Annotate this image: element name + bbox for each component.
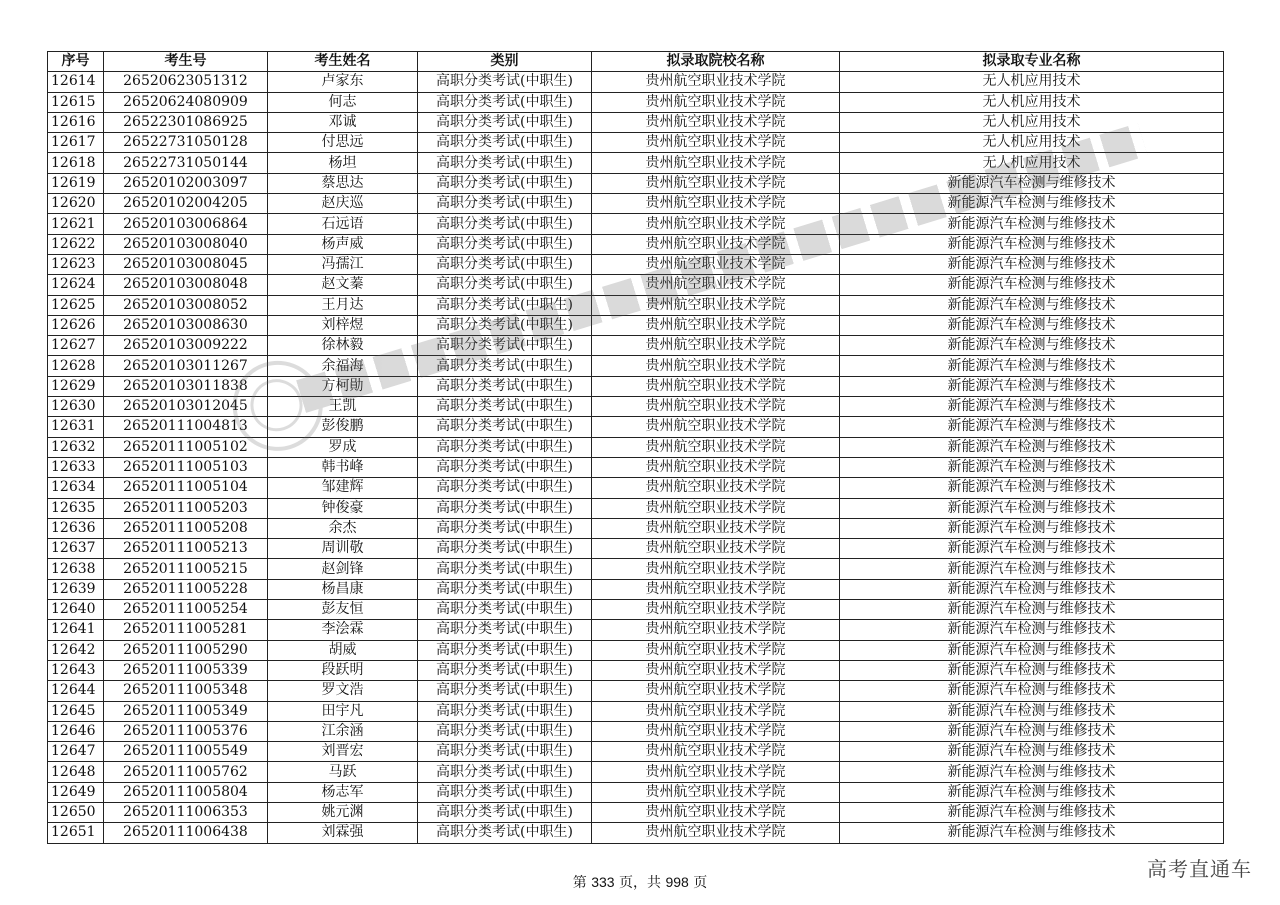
cell-seq: 12642 — [48, 640, 104, 660]
cell-seq: 12622 — [48, 234, 104, 254]
cell-seq: 12621 — [48, 214, 104, 234]
cell-name: 赵文蓁 — [268, 275, 418, 295]
table-row — [48, 194, 1224, 214]
cell-name: 杨志军 — [268, 782, 418, 802]
cell-school: 贵州航空职业技术学院 — [592, 315, 840, 335]
cell-exam-id: 26520103008048 — [104, 275, 268, 295]
cell-school: 贵州航空职业技术学院 — [592, 660, 840, 680]
cell-name: 田宇凡 — [268, 701, 418, 721]
cell-major: 新能源汽车检测与维修技术 — [840, 173, 1224, 193]
cell-school: 贵州航空职业技术学院 — [592, 518, 840, 538]
cell-name: 姚元渊 — [268, 802, 418, 822]
cell-seq: 12643 — [48, 660, 104, 680]
cell-category: 高职分类考试(中职生) — [418, 802, 592, 822]
cell-seq: 12630 — [48, 397, 104, 417]
table-row — [48, 518, 1224, 538]
cell-school: 贵州航空职业技术学院 — [592, 457, 840, 477]
cell-seq: 12617 — [48, 133, 104, 153]
cell-category: 高职分类考试(中职生) — [418, 214, 592, 234]
cell-seq: 12626 — [48, 315, 104, 335]
cell-school: 贵州航空职业技术学院 — [592, 579, 840, 599]
cell-name: 马跃 — [268, 762, 418, 782]
table-row — [48, 478, 1224, 498]
cell-exam-id: 26522301086925 — [104, 112, 268, 132]
cell-exam-id: 26520111005290 — [104, 640, 268, 660]
cell-exam-id: 26520111005213 — [104, 539, 268, 559]
cell-school: 贵州航空职业技术学院 — [592, 173, 840, 193]
cell-category: 高职分类考试(中职生) — [418, 153, 592, 173]
cell-major: 新能源汽车检测与维修技术 — [840, 782, 1224, 802]
cell-exam-id: 26520103006864 — [104, 214, 268, 234]
footer-prefix: 第 — [572, 875, 587, 891]
cell-category: 高职分类考试(中职生) — [418, 498, 592, 518]
cell-exam-id: 26520111005228 — [104, 579, 268, 599]
cell-major: 新能源汽车检测与维修技术 — [840, 802, 1224, 822]
table-row — [48, 762, 1224, 782]
cell-seq: 12629 — [48, 376, 104, 396]
cell-school: 贵州航空职业技术学院 — [592, 701, 840, 721]
cell-major: 无人机应用技术 — [840, 153, 1224, 173]
cell-major: 新能源汽车检测与维修技术 — [840, 579, 1224, 599]
table-row — [48, 112, 1224, 132]
cell-seq: 12638 — [48, 559, 104, 579]
cell-school: 贵州航空职业技术学院 — [592, 640, 840, 660]
cell-seq: 12628 — [48, 356, 104, 376]
cell-category: 高职分类考试(中职生) — [418, 600, 592, 620]
table-row — [48, 823, 1224, 843]
cell-exam-id: 26520111005215 — [104, 559, 268, 579]
table-row — [48, 559, 1224, 579]
header-name: 考生姓名 — [268, 52, 418, 72]
header-category: 类别 — [418, 52, 592, 72]
table-body — [48, 72, 1224, 843]
cell-exam-id: 26520103011267 — [104, 356, 268, 376]
table-row — [48, 133, 1224, 153]
header-school: 拟录取院校名称 — [592, 52, 840, 72]
cell-exam-id: 26520111005549 — [104, 742, 268, 762]
footer-middle: 页，共 — [619, 875, 661, 891]
table-row — [48, 376, 1224, 396]
cell-exam-id: 26520111005281 — [104, 620, 268, 640]
cell-major: 新能源汽车检测与维修技术 — [840, 457, 1224, 477]
cell-exam-id: 26520111005208 — [104, 518, 268, 538]
cell-exam-id: 26520103009222 — [104, 336, 268, 356]
cell-name: 胡威 — [268, 640, 418, 660]
cell-name: 王凯 — [268, 397, 418, 417]
cell-major: 新能源汽车检测与维修技术 — [840, 721, 1224, 741]
table-row — [48, 72, 1224, 92]
cell-name: 余杰 — [268, 518, 418, 538]
cell-category: 高职分类考试(中职生) — [418, 92, 592, 112]
cell-seq: 12645 — [48, 701, 104, 721]
table-row — [48, 356, 1224, 376]
cell-name: 刘晋宏 — [268, 742, 418, 762]
cell-exam-id: 26520111005348 — [104, 681, 268, 701]
table-header-row — [48, 52, 1224, 72]
cell-category: 高职分类考试(中职生) — [418, 437, 592, 457]
cell-name: 韩书峰 — [268, 457, 418, 477]
cell-major: 新能源汽车检测与维修技术 — [840, 315, 1224, 335]
cell-exam-id: 26520103011838 — [104, 376, 268, 396]
admission-table — [47, 51, 1224, 844]
cell-exam-id: 26520111005203 — [104, 498, 268, 518]
cell-name: 罗文浩 — [268, 681, 418, 701]
cell-seq: 12616 — [48, 112, 104, 132]
cell-category: 高职分类考试(中职生) — [418, 315, 592, 335]
cell-school: 贵州航空职业技术学院 — [592, 194, 840, 214]
cell-school: 贵州航空职业技术学院 — [592, 498, 840, 518]
cell-name: 江余涵 — [268, 721, 418, 741]
cell-category: 高职分类考试(中职生) — [418, 742, 592, 762]
cell-category: 高职分类考试(中职生) — [418, 478, 592, 498]
cell-major: 新能源汽车检测与维修技术 — [840, 417, 1224, 437]
cell-major: 无人机应用技术 — [840, 133, 1224, 153]
cell-name: 彭友恒 — [268, 600, 418, 620]
cell-name: 赵剑锋 — [268, 559, 418, 579]
cell-major: 新能源汽车检测与维修技术 — [840, 254, 1224, 274]
cell-name: 罗成 — [268, 437, 418, 457]
cell-school: 贵州航空职业技术学院 — [592, 112, 840, 132]
cell-name: 李浍霖 — [268, 620, 418, 640]
cell-category: 高职分类考试(中职生) — [418, 721, 592, 741]
cell-major: 无人机应用技术 — [840, 112, 1224, 132]
table-row — [48, 457, 1224, 477]
cell-name: 邹建辉 — [268, 478, 418, 498]
cell-school: 贵州航空职业技术学院 — [592, 681, 840, 701]
cell-major: 无人机应用技术 — [840, 92, 1224, 112]
header-major: 拟录取专业名称 — [840, 52, 1224, 72]
cell-school: 贵州航空职业技术学院 — [592, 254, 840, 274]
cell-seq: 12615 — [48, 92, 104, 112]
table-row — [48, 417, 1224, 437]
cell-exam-id: 26520103008040 — [104, 234, 268, 254]
cell-major: 新能源汽车检测与维修技术 — [840, 823, 1224, 843]
table-row — [48, 539, 1224, 559]
cell-category: 高职分类考试(中职生) — [418, 579, 592, 599]
table-row — [48, 437, 1224, 457]
cell-category: 高职分类考试(中职生) — [418, 701, 592, 721]
cell-name: 刘霖强 — [268, 823, 418, 843]
table-row — [48, 275, 1224, 295]
cell-exam-id: 26520111005104 — [104, 478, 268, 498]
cell-seq: 12633 — [48, 457, 104, 477]
cell-exam-id: 26520111004813 — [104, 417, 268, 437]
cell-school: 贵州航空职业技术学院 — [592, 823, 840, 843]
cell-school: 贵州航空职业技术学院 — [592, 133, 840, 153]
table-row — [48, 295, 1224, 315]
cell-seq: 12649 — [48, 782, 104, 802]
cell-exam-id: 26520111005762 — [104, 762, 268, 782]
cell-school: 贵州航空职业技术学院 — [592, 600, 840, 620]
cell-major: 新能源汽车检测与维修技术 — [840, 640, 1224, 660]
cell-school: 贵州航空职业技术学院 — [592, 478, 840, 498]
cell-name: 杨昌康 — [268, 579, 418, 599]
cell-seq: 12639 — [48, 579, 104, 599]
cell-category: 高职分类考试(中职生) — [418, 72, 592, 92]
table-row — [48, 153, 1224, 173]
table-row — [48, 640, 1224, 660]
footer-page-number: 333 — [591, 874, 615, 890]
cell-school: 贵州航空职业技术学院 — [592, 234, 840, 254]
cell-school: 贵州航空职业技术学院 — [592, 92, 840, 112]
cell-name: 周训敬 — [268, 539, 418, 559]
cell-major: 新能源汽车检测与维修技术 — [840, 518, 1224, 538]
cell-seq: 12614 — [48, 72, 104, 92]
cell-school: 贵州航空职业技术学院 — [592, 802, 840, 822]
cell-category: 高职分类考试(中职生) — [418, 356, 592, 376]
cell-name: 彭俊鹏 — [268, 417, 418, 437]
cell-name: 石远语 — [268, 214, 418, 234]
cell-exam-id: 26520111005376 — [104, 721, 268, 741]
cell-major: 新能源汽车检测与维修技术 — [840, 498, 1224, 518]
cell-name: 余福海 — [268, 356, 418, 376]
cell-name: 钟俊豪 — [268, 498, 418, 518]
cell-category: 高职分类考试(中职生) — [418, 762, 592, 782]
cell-exam-id: 26520111005254 — [104, 600, 268, 620]
table-row — [48, 498, 1224, 518]
cell-name: 何志 — [268, 92, 418, 112]
cell-seq: 12651 — [48, 823, 104, 843]
cell-seq: 12640 — [48, 600, 104, 620]
cell-category: 高职分类考试(中职生) — [418, 112, 592, 132]
cell-name: 刘梓煜 — [268, 315, 418, 335]
cell-seq: 12637 — [48, 539, 104, 559]
cell-school: 贵州航空职业技术学院 — [592, 275, 840, 295]
cell-exam-id: 26522731050144 — [104, 153, 268, 173]
header-exam-id: 考生号 — [104, 52, 268, 72]
table-row — [48, 701, 1224, 721]
footer-suffix: 页 — [693, 875, 708, 891]
page-footer — [0, 872, 1280, 892]
cell-major: 新能源汽车检测与维修技术 — [840, 478, 1224, 498]
cell-major: 新能源汽车检测与维修技术 — [840, 600, 1224, 620]
brand-label: 高考直通车 — [1147, 857, 1252, 881]
cell-category: 高职分类考试(中职生) — [418, 782, 592, 802]
cell-seq: 12646 — [48, 721, 104, 741]
cell-exam-id: 26520111005103 — [104, 457, 268, 477]
cell-category: 高职分类考试(中职生) — [418, 397, 592, 417]
cell-category: 高职分类考试(中职生) — [418, 376, 592, 396]
cell-major: 新能源汽车检测与维修技术 — [840, 437, 1224, 457]
table-row — [48, 802, 1224, 822]
cell-name: 蔡思达 — [268, 173, 418, 193]
cell-name: 赵庆巡 — [268, 194, 418, 214]
cell-category: 高职分类考试(中职生) — [418, 254, 592, 274]
table-row — [48, 234, 1224, 254]
cell-name: 杨声威 — [268, 234, 418, 254]
cell-category: 高职分类考试(中职生) — [418, 539, 592, 559]
cell-category: 高职分类考试(中职生) — [418, 295, 592, 315]
cell-major: 新能源汽车检测与维修技术 — [840, 397, 1224, 417]
cell-seq: 12650 — [48, 802, 104, 822]
cell-category: 高职分类考试(中职生) — [418, 275, 592, 295]
cell-exam-id: 26520111006353 — [104, 802, 268, 822]
cell-seq: 12623 — [48, 254, 104, 274]
cell-school: 贵州航空职业技术学院 — [592, 72, 840, 92]
cell-school: 贵州航空职业技术学院 — [592, 437, 840, 457]
cell-category: 高职分类考试(中职生) — [418, 234, 592, 254]
table-row — [48, 742, 1224, 762]
cell-category: 高职分类考试(中职生) — [418, 457, 592, 477]
cell-name: 段跃明 — [268, 660, 418, 680]
table-row — [48, 336, 1224, 356]
cell-seq: 12632 — [48, 437, 104, 457]
cell-seq: 12624 — [48, 275, 104, 295]
cell-school: 贵州航空职业技术学院 — [592, 762, 840, 782]
table-row — [48, 782, 1224, 802]
cell-school: 贵州航空职业技术学院 — [592, 721, 840, 741]
cell-category: 高职分类考试(中职生) — [418, 823, 592, 843]
table-row — [48, 579, 1224, 599]
cell-school: 贵州航空职业技术学院 — [592, 397, 840, 417]
cell-school: 贵州航空职业技术学院 — [592, 742, 840, 762]
cell-category: 高职分类考试(中职生) — [418, 681, 592, 701]
cell-exam-id: 26520111006438 — [104, 823, 268, 843]
table-row — [48, 600, 1224, 620]
cell-name: 付思远 — [268, 133, 418, 153]
cell-school: 贵州航空职业技术学院 — [592, 559, 840, 579]
cell-exam-id: 26522731050128 — [104, 133, 268, 153]
cell-seq: 12634 — [48, 478, 104, 498]
cell-major: 新能源汽车检测与维修技术 — [840, 376, 1224, 396]
cell-category: 高职分类考试(中职生) — [418, 417, 592, 437]
cell-exam-id: 26520111005804 — [104, 782, 268, 802]
table-row — [48, 92, 1224, 112]
cell-major: 新能源汽车检测与维修技术 — [840, 275, 1224, 295]
footer-total-pages: 998 — [665, 874, 689, 890]
cell-name: 冯孺江 — [268, 254, 418, 274]
cell-seq: 12620 — [48, 194, 104, 214]
cell-seq: 12619 — [48, 173, 104, 193]
cell-exam-id: 26520103008630 — [104, 315, 268, 335]
table-row — [48, 681, 1224, 701]
cell-school: 贵州航空职业技术学院 — [592, 417, 840, 437]
table-row — [48, 214, 1224, 234]
cell-seq: 12636 — [48, 518, 104, 538]
cell-major: 新能源汽车检测与维修技术 — [840, 234, 1224, 254]
cell-category: 高职分类考试(中职生) — [418, 559, 592, 579]
cell-seq: 12647 — [48, 742, 104, 762]
cell-school: 贵州航空职业技术学院 — [592, 620, 840, 640]
cell-exam-id: 26520624080909 — [104, 92, 268, 112]
cell-category: 高职分类考试(中职生) — [418, 660, 592, 680]
cell-major: 新能源汽车检测与维修技术 — [840, 194, 1224, 214]
cell-major: 新能源汽车检测与维修技术 — [840, 559, 1224, 579]
cell-school: 贵州航空职业技术学院 — [592, 153, 840, 173]
cell-category: 高职分类考试(中职生) — [418, 640, 592, 660]
cell-name: 邓诚 — [268, 112, 418, 132]
cell-category: 高职分类考试(中职生) — [418, 336, 592, 356]
cell-major: 新能源汽车检测与维修技术 — [840, 336, 1224, 356]
cell-seq: 12641 — [48, 620, 104, 640]
cell-name: 方柯勛 — [268, 376, 418, 396]
cell-seq: 12625 — [48, 295, 104, 315]
cell-major: 新能源汽车检测与维修技术 — [840, 742, 1224, 762]
cell-school: 贵州航空职业技术学院 — [592, 356, 840, 376]
cell-exam-id: 26520111005349 — [104, 701, 268, 721]
cell-major: 新能源汽车检测与维修技术 — [840, 295, 1224, 315]
table-row — [48, 721, 1224, 741]
table-row — [48, 254, 1224, 274]
cell-seq: 12627 — [48, 336, 104, 356]
cell-exam-id: 26520102004205 — [104, 194, 268, 214]
cell-exam-id: 26520103008045 — [104, 254, 268, 274]
cell-seq: 12644 — [48, 681, 104, 701]
header-seq: 序号 — [48, 52, 104, 72]
table-row — [48, 397, 1224, 417]
cell-name: 卢家东 — [268, 72, 418, 92]
cell-major: 新能源汽车检测与维修技术 — [840, 620, 1224, 640]
cell-major: 无人机应用技术 — [840, 72, 1224, 92]
cell-exam-id: 26520111005102 — [104, 437, 268, 457]
cell-category: 高职分类考试(中职生) — [418, 194, 592, 214]
cell-major: 新能源汽车检测与维修技术 — [840, 762, 1224, 782]
cell-category: 高职分类考试(中职生) — [418, 620, 592, 640]
cell-major: 新能源汽车检测与维修技术 — [840, 681, 1224, 701]
cell-major: 新能源汽车检测与维修技术 — [840, 660, 1224, 680]
cell-major: 新能源汽车检测与维修技术 — [840, 701, 1224, 721]
cell-major: 新能源汽车检测与维修技术 — [840, 214, 1224, 234]
cell-school: 贵州航空职业技术学院 — [592, 214, 840, 234]
cell-name: 杨坦 — [268, 153, 418, 173]
cell-exam-id: 26520103012045 — [104, 397, 268, 417]
cell-exam-id: 26520102003097 — [104, 173, 268, 193]
table-row — [48, 173, 1224, 193]
cell-major: 新能源汽车检测与维修技术 — [840, 356, 1224, 376]
table-row — [48, 620, 1224, 640]
cell-school: 贵州航空职业技术学院 — [592, 295, 840, 315]
cell-school: 贵州航空职业技术学院 — [592, 782, 840, 802]
cell-category: 高职分类考试(中职生) — [418, 173, 592, 193]
cell-school: 贵州航空职业技术学院 — [592, 376, 840, 396]
cell-name: 徐林毅 — [268, 336, 418, 356]
cell-seq: 12648 — [48, 762, 104, 782]
cell-name: 王月达 — [268, 295, 418, 315]
cell-exam-id: 26520623051312 — [104, 72, 268, 92]
cell-exam-id: 26520111005339 — [104, 660, 268, 680]
cell-major: 新能源汽车检测与维修技术 — [840, 539, 1224, 559]
table-row — [48, 660, 1224, 680]
cell-school: 贵州航空职业技术学院 — [592, 539, 840, 559]
table-row — [48, 315, 1224, 335]
cell-seq: 12635 — [48, 498, 104, 518]
cell-seq: 12631 — [48, 417, 104, 437]
cell-category: 高职分类考试(中职生) — [418, 133, 592, 153]
cell-school: 贵州航空职业技术学院 — [592, 336, 840, 356]
cell-exam-id: 26520103008052 — [104, 295, 268, 315]
cell-seq: 12618 — [48, 153, 104, 173]
cell-category: 高职分类考试(中职生) — [418, 518, 592, 538]
